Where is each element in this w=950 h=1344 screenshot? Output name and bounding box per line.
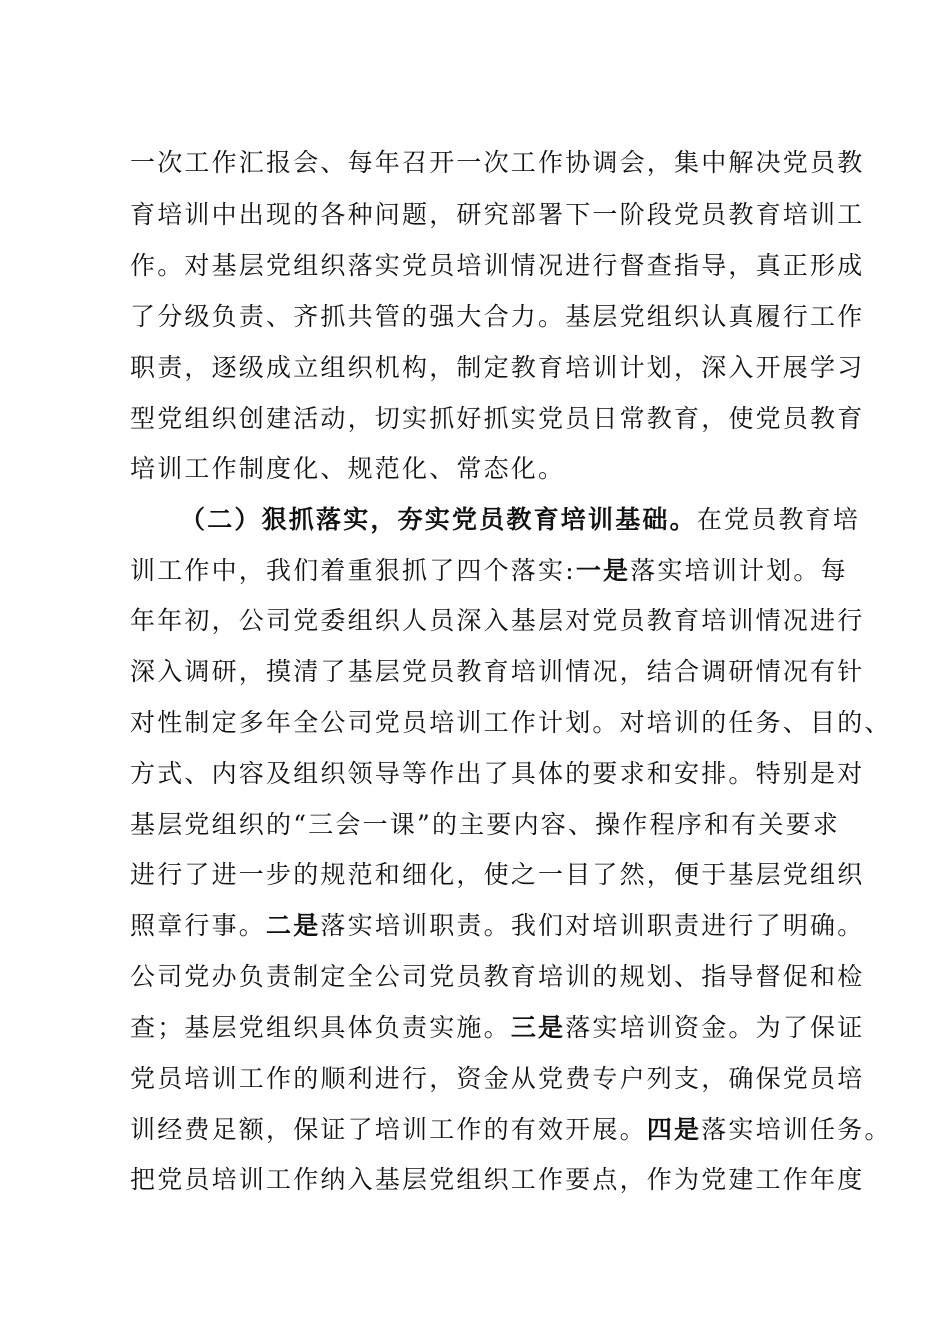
point-label: 二是 xyxy=(266,911,321,940)
text-line: 作。对基层党组织落实党员培训情况进行督查指导，真正形成 xyxy=(130,251,865,280)
text-line: 年年初，公司党委组织人员深入基层对党员教育培训情况进行 xyxy=(130,606,865,635)
text-line: 深入调研，摸清了基层党员教育培训情况，结合调研情况有针 xyxy=(130,657,865,686)
text-line: 查；基层党组织具体负责实施。三是落实培训资金。为了保证 xyxy=(130,1013,865,1042)
text-line: 基层党组织的“三会一课”的主要内容、操作程序和有关要求 xyxy=(130,810,840,839)
text-line: 进行了进一步的规范和细化，使之一目了然，便于基层党组织 xyxy=(130,860,865,889)
text-line: 公司党办负责制定全公司党员教育培训的规划、指导督促和检 xyxy=(130,962,865,991)
point-label: 三是 xyxy=(510,1013,566,1042)
text-line: 培训工作制度化、规范化、常态化。 xyxy=(130,454,566,483)
text-line: 照章行事。二是落实培训职责。我们对培训职责进行了明确。 xyxy=(130,911,865,940)
section-heading-line: （二）狠抓落实，夯实党员教育培训基础。在党员教育培 xyxy=(180,505,861,534)
text-line: 方式、内容及组织领导等作出了具体的要求和安排。特别是对 xyxy=(130,759,865,788)
text-line: 育培训中出现的各种问题，研究部署下一阶段党员教育培训工 xyxy=(130,200,865,229)
text-line: 了分级负责、齐抓共管的强大合力。基层党组织认真履行工作 xyxy=(130,302,865,331)
text-line: 型党组织创建活动，切实抓好抓实党员日常教育，使党员教育 xyxy=(130,404,865,433)
text-line: 训工作中，我们着重狠抓了四个落实:一是落实培训计划。每 xyxy=(130,556,848,585)
text-line: 职责，逐级成立组织机构，制定教育培训计划，深入开展学习 xyxy=(130,353,865,382)
text-line: 一次工作汇报会、每年召开一次工作协调会，集中解决党员教 xyxy=(130,148,865,177)
text-line: 训经费足额，保证了培训工作的有效开展。四是落实培训任务。 xyxy=(130,1115,892,1144)
text-line: 党员培训工作的顺利进行，资金从党费专户列支，确保党员培 xyxy=(130,1064,865,1093)
text-line: 把党员培训工作纳入基层党组织工作要点，作为党建工作年度 xyxy=(130,1165,865,1194)
section-heading: （二）狠抓落实，夯实党员教育培训基础。 xyxy=(180,505,697,534)
point-label: 一是 xyxy=(575,556,631,585)
point-label: 四是 xyxy=(646,1115,702,1144)
text-line: 对性制定多年全公司党员培训工作计划。对培训的任务、目的、 xyxy=(130,708,892,737)
